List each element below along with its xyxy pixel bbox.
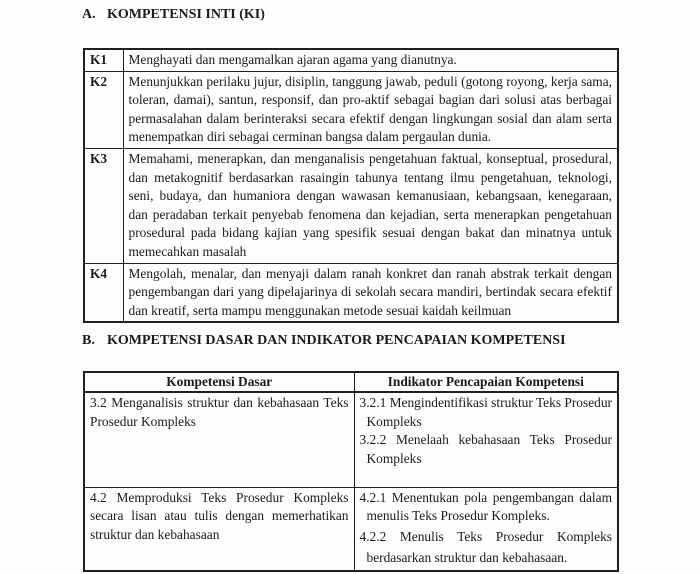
section-b-label: B.	[82, 333, 95, 348]
table-row	[84, 148, 618, 263]
kd-cell-3-2: 3.2 Menganalisis struktur dan kebahasaan Teks Prosedur Kompleks	[84, 392, 354, 487]
ki-text-k2: Menunjukkan perilaku jujur, disiplin, tanggung jawab, peduli (gotong royong, kerja sama, toleran, damai), santun, responsif, dan pro-aktif sebagai bagian dari solusi atas berbagai permasalahan dalam berinteraksi secara efektif dengan lingkungan sosial dan alam serta menempatkan diri sebagai cerminan bangsa dalam pergaulan dunia.	[123, 71, 618, 148]
ki-text-k1: Menghayati dan mengamalkan ajaran agama yang dianutnya.	[123, 49, 618, 71]
indikator-item-3-2-2: 3.2.2 Menelaah kebahasaan Teks Prosedur Kompleks	[359, 432, 612, 466]
section-b-title: KOMPETENSI DASAR DAN INDIKATOR PENCAPAIAN KOMPETENSI	[107, 333, 566, 348]
ki-code-k1: K1	[84, 49, 123, 71]
table-row	[84, 392, 618, 487]
ki-text-k3: Memahami, menerapkan, dan menganalisis pengetahuan faktual, konseptual, prosedural, dan metakognitif berdasarkan rasaingin tahunya tentang ilmu pengetahuan, teknologi, seni, budaya, dan humaniora dengan wawasan kemanusiaan, kebangsaan, kenegaraan, dan peradaban terkait penyebab fenomena dan kejadian, serta menerapkan pengetahuan prosedural pada bidang kajian yang spesifik sesuai dengan bakat dan minatnya untuk memecahkan masalah	[123, 148, 618, 263]
section-a-label: A.	[82, 7, 96, 22]
indikator-cell-4-2	[354, 487, 618, 571]
header-kompetensi-dasar: Kompetensi Dasar	[84, 372, 354, 392]
indikator-cell-3-2	[354, 392, 618, 487]
indikator-item-3-2-1: 3.2.1 Mengindentifikasi struktur Teks Prosedur Kompleks	[359, 395, 612, 429]
ki-code-k2: K2	[84, 71, 123, 148]
section-b-heading	[82, 333, 566, 349]
section-a-heading	[82, 7, 265, 23]
table-row	[84, 71, 618, 148]
kompetensi-dasar-table	[83, 371, 619, 572]
section-a-title: KOMPETENSI INTI (KI)	[107, 7, 265, 22]
ki-text-k4: Mengolah, menalar, dan menyaji dalam ranah konkret dan ranah abstrak terkait dengan pengembangan dari yang dipelajarinya di sekolah secara mandiri, bertindak secara efektif dan kreatif, serta mampu menggunakan metode sesuai kaidah keilmuan	[123, 263, 618, 322]
ki-code-k3: K3	[84, 148, 123, 263]
table-row	[84, 49, 618, 71]
kompetensi-inti-table	[83, 48, 619, 323]
ki-code-k4: K4	[84, 263, 123, 322]
kd-cell-4-2: 4.2 Memproduksi Teks Prosedur Kompleks secara lisan atau tulis dengan memerhatikan struktur dan kebahasaan	[84, 487, 354, 571]
table-row	[84, 263, 618, 322]
indikator-item-4-2-2: 4.2.2 Menulis Teks Prosedur Kompleks berdasarkan struktur dan kebahasaan.	[359, 528, 612, 566]
indikator-item-4-2-1: 4.2.1 Menentukan pola pengembangan dalam menulis Teks Prosedur Kompleks.	[359, 489, 612, 524]
table-header-row	[84, 372, 618, 392]
header-indikator: Indikator Pencapaian Kompetensi	[354, 372, 618, 392]
table-row	[84, 487, 618, 571]
